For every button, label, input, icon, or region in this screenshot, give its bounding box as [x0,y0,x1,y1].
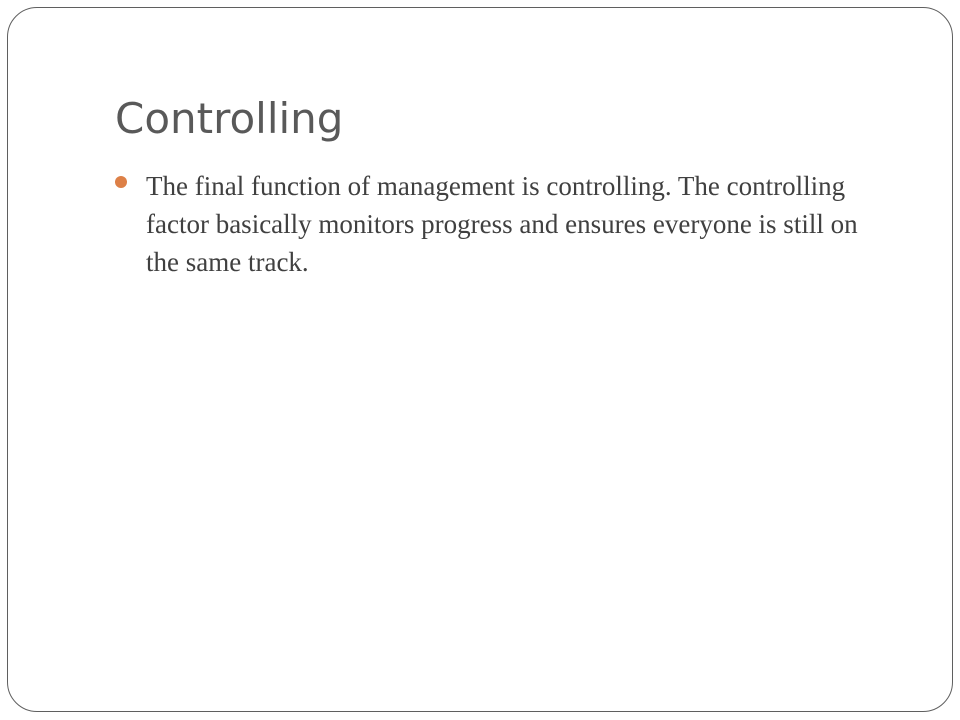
slide-frame [7,7,953,712]
list-item [115,167,875,281]
slide-title: Controlling [115,94,344,143]
bullet-text: The final function of management is controlling. The controlling factor basically monitors progress and ensures everyone is still on the same track. [146,171,858,277]
bullet-list [115,167,875,281]
bullet-dot-icon [115,176,127,188]
